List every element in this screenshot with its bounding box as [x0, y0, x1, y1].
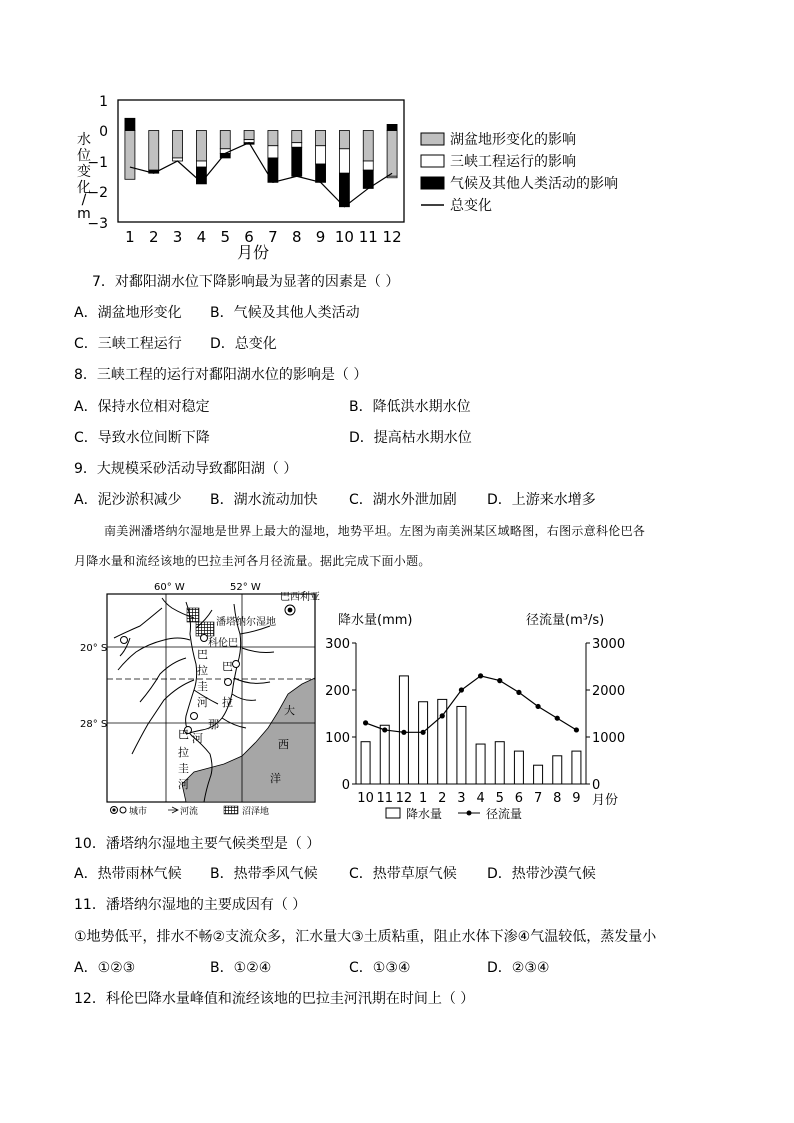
question-8: 8．三峡工程的运行对鄱阳湖水位的影响是（ ） [74, 367, 368, 383]
c1-bar-5-series-1 [220, 149, 230, 154]
c2-runoff-point-5 [497, 678, 502, 683]
lon-label-60w: 60° W [154, 582, 185, 593]
passage-line-1: 南美洲潘塔纳尔湿地是世界上最大的湿地，地势平坦。左图为南美洲某区域略图，右图示意科伦巴各 [104, 524, 646, 538]
c1-ytick-m3: −3 [87, 216, 108, 232]
c1-ylabel-3: 变 [77, 164, 91, 180]
c2-right-label: 径流量(m³/s) [526, 613, 605, 628]
q7-option-d[interactable]: D．总变化 [210, 336, 277, 352]
c1-bar-10-series-2 [339, 173, 349, 207]
river2-c4: 河 [192, 732, 203, 745]
q8-option-b[interactable]: B．降低洪水期水位 [349, 399, 471, 415]
c2-runoff-point-3 [459, 687, 464, 692]
c1-bar-8-series-0 [292, 131, 302, 143]
c1-bar-10-series-0 [339, 131, 349, 149]
q8-option-a[interactable]: A．保持水位相对稳定 [74, 399, 210, 415]
q11-option-b[interactable]: B．①②④ [210, 960, 272, 976]
question-11: 11．潘塔纳尔湿地的主要成因有（ ） [74, 897, 307, 913]
c1-bar-4-series-2 [196, 167, 206, 184]
c2-rtick-0: 0 [592, 778, 601, 793]
q7-option-a[interactable]: A．湖盆地形变化 [74, 305, 182, 321]
city-east-2 [225, 679, 232, 686]
label-corumba: 科伦巴 [208, 638, 238, 649]
question-9: 9．大规模采砂活动导致鄱阳湖（ ） [74, 461, 298, 477]
c2-precip-bar-1 [419, 702, 428, 784]
city-south-1 [191, 713, 198, 720]
c1-ytick-m1: −1 [87, 155, 108, 171]
label-pantanal: 潘塔纳尔湿地 [216, 617, 276, 628]
c1-xtick-5: 5 [220, 228, 231, 246]
river1-c2: 拉 [197, 664, 208, 677]
c2-ltick-300: 300 [325, 637, 350, 652]
c1-bar-12-series-1 [387, 176, 397, 178]
corumba-city [201, 635, 208, 642]
c2-rtick-1000: 1000 [592, 731, 626, 746]
c2-runoff-point-1 [420, 730, 425, 735]
q10-option-d[interactable]: D．热带沙漠气候 [487, 866, 596, 882]
c1-bar-8-series-2 [292, 147, 302, 176]
c2-ltick-100: 100 [325, 731, 350, 746]
c1-xtick-7: 7 [268, 228, 278, 246]
c1-xtick-6: 6 [244, 228, 254, 246]
c2-runoff-line [363, 673, 579, 735]
lake-level-chart [70, 92, 670, 262]
c2-runoff-point-7 [535, 704, 540, 709]
river3-c2: 拉 [178, 746, 189, 759]
c2-xtick-12: 12 [395, 791, 413, 806]
c1-bar-7-series-1 [268, 146, 278, 158]
c2-precip-bar-5 [495, 742, 504, 784]
c1-xtick-12: 12 [382, 228, 402, 246]
c1-bar-10-series-1 [339, 149, 349, 173]
c2-precip-bar-10 [361, 742, 370, 784]
c1-bar-4-series-0 [196, 131, 206, 162]
c1-bar-4-series-1 [196, 161, 206, 167]
c2-xtick-11: 11 [376, 791, 394, 806]
ocean-c3: 洋 [270, 772, 281, 785]
legend-terrain: 湖盆地形变化的影响 [450, 132, 576, 148]
c2-xtick-5: 5 [495, 791, 504, 806]
c1-bar-7-series-0 [268, 131, 278, 146]
c2-xtick-10: 10 [357, 791, 374, 806]
c2-xtick-4: 4 [476, 791, 485, 806]
river1-c3: 圭 [197, 680, 208, 693]
c2-xtick-8: 8 [553, 791, 562, 806]
c1-bar-8-series-1 [292, 143, 302, 148]
q11-statements: ①地势低平，排水不畅②支流众多，汇水量大③土质粘重，阻止水体下渗④气温较低，蒸发量小 [74, 929, 657, 945]
c1-ytick-0: 0 [99, 124, 108, 140]
c2-precip-bar-7 [534, 765, 543, 784]
question-10: 10．潘塔纳尔湿地主要气候类型是（ ） [74, 836, 321, 852]
c1-bar-12-series-0 [387, 131, 397, 177]
city-east-1 [233, 661, 240, 668]
river2-c3: 那 [208, 718, 219, 731]
c2-precip-bar-6 [514, 751, 523, 784]
c2-precip-bar-9 [572, 751, 581, 784]
q9-option-c[interactable]: C．湖水外泄加剧 [349, 492, 457, 508]
south-america-map [74, 578, 324, 818]
c2-precip-bar-3 [457, 706, 466, 784]
map-legend [111, 805, 270, 817]
c2-legend [386, 806, 522, 821]
q7-option-b[interactable]: B．气候及其他人类活动 [210, 305, 360, 321]
c2-bars [361, 676, 581, 784]
lat-label-28s: 28° S [80, 719, 108, 730]
c1-bar-2-series-0 [149, 131, 159, 171]
c1-ylabel-2: 位 [77, 148, 91, 164]
q8-option-d[interactable]: D．提高枯水期水位 [349, 430, 472, 446]
c1-bar-7-series-2 [268, 158, 278, 182]
c1-xtick-11: 11 [358, 228, 378, 246]
c2-runoff-point-9 [574, 727, 579, 732]
q9-option-a[interactable]: A．泥沙淤积减少 [74, 492, 182, 508]
question-12: 12．科伦巴降水量峰值和流经该地的巴拉圭河汛期在时间上（ ） [74, 991, 475, 1007]
legend-swatch-climate [421, 177, 444, 189]
c1-xtick-1: 1 [125, 228, 135, 246]
c2-runoff-polyline [366, 676, 577, 732]
c1-xtick-2: 2 [148, 228, 159, 246]
c1-xtick-3: 3 [172, 228, 183, 246]
c2-xtick-2: 2 [438, 791, 447, 806]
c1-bar-9-series-2 [316, 164, 326, 182]
c1-bar-9-series-0 [316, 131, 326, 146]
q9-option-b[interactable]: B．湖水流动加快 [210, 492, 318, 508]
c2-runoff-point-4 [478, 673, 483, 678]
c1-ylabel-4: 化 [77, 180, 91, 196]
q11-option-a[interactable]: A．①②③ [74, 960, 136, 976]
c2-runoff-point-8 [555, 716, 560, 721]
city-west [121, 637, 128, 644]
c1-bar-11-series-1 [363, 161, 373, 170]
river3-c1: 巴 [178, 728, 189, 741]
ocean-c2: 西 [278, 738, 289, 751]
c2-precip-bar-11 [380, 725, 389, 784]
c1-bar-11-series-0 [363, 131, 373, 162]
q10-option-b[interactable]: B．热带季风气候 [210, 866, 318, 882]
c1-ytick-1: 1 [99, 94, 108, 110]
lat-label-20s: 20° S [80, 643, 108, 654]
c1-bar-1-series-2 [125, 118, 135, 130]
c1-xlabel: 月份 [236, 243, 270, 262]
q11-option-c[interactable]: C．①③④ [349, 960, 411, 976]
precip-runoff-chart [325, 600, 630, 822]
legend-city: 城市 [129, 807, 148, 817]
q11-option-d[interactable]: D．②③④ [487, 960, 550, 976]
c2-ltick-200: 200 [325, 684, 350, 699]
c2-xtick-9: 9 [572, 791, 581, 806]
c1-ylabel-5: / [81, 192, 87, 208]
river3-c3: 圭 [178, 762, 189, 775]
c2-runoff-point-10 [363, 720, 368, 725]
river2-c2: 拉 [222, 696, 233, 709]
c2-rtick-2000: 2000 [592, 684, 626, 699]
c2-runoff-point-11 [382, 727, 387, 732]
q8-option-c[interactable]: C．导致水位间断下降 [74, 430, 210, 446]
c2-xtick-6: 6 [514, 791, 524, 806]
c1-total-line [130, 143, 392, 207]
chart1-frame [118, 100, 404, 222]
legend-climate: 气候及其他人类活动的影响 [450, 176, 618, 192]
chart1-bars [125, 118, 397, 206]
legend-total: 总变化 [450, 198, 492, 214]
c2-runoff-point-12 [401, 730, 406, 735]
chart1-legend [421, 131, 618, 214]
c2-runoff-point-2 [440, 713, 445, 718]
river1-c1: 巴 [197, 648, 208, 661]
brasilia-dot [288, 608, 293, 613]
c1-xtick-8: 8 [291, 228, 302, 246]
label-brasilia: 巴西利亚 [280, 592, 320, 603]
c1-bar-6-series-0 [244, 131, 254, 140]
c2-xtick-3: 3 [457, 791, 466, 806]
c1-xtick-4: 4 [196, 228, 207, 246]
c2-legend-precip: 降水量 [406, 807, 443, 821]
q10-option-a[interactable]: A．热带雨林气候 [74, 866, 182, 882]
lon-label-52w: 52° W [230, 582, 261, 593]
c2-x-ticks [357, 791, 580, 806]
c2-legend-runoff: 径流量 [486, 807, 523, 821]
c2-xtick-7: 7 [533, 791, 543, 806]
c1-ylabel-1: 水 [77, 132, 91, 148]
c2-precip-bar-4 [476, 744, 485, 784]
c2-precip-bar-8 [553, 756, 562, 784]
ocean-c1: 大 [284, 704, 295, 717]
q9-option-d[interactable]: D．上游来水增多 [487, 492, 596, 508]
legend-river: 河流 [180, 807, 199, 817]
c1-bar-1-series-0 [125, 131, 135, 180]
c2-xtick-1: 1 [418, 791, 428, 806]
c2-rtick-3000: 3000 [592, 637, 626, 652]
legend-swatch-terrain [421, 133, 444, 145]
c2-left-label: 降水量(mm) [338, 613, 413, 628]
c1-ylabel-6: m [77, 206, 91, 222]
legend-three-gorges: 三峡工程运行的影响 [450, 154, 576, 170]
c1-bar-3-series-0 [173, 131, 183, 158]
c2-ltick-0: 0 [341, 778, 350, 793]
c2-xlabel: 月份 [592, 793, 619, 808]
river3-c4: 河 [178, 778, 189, 791]
passage-line-2: 月降水量和流经该地的巴拉圭河各月径流量。据此完成下面小题。 [74, 554, 431, 568]
c1-bar-12-series-2 [387, 124, 397, 130]
c1-ytick-m2: −2 [87, 185, 108, 201]
c1-xtick-10: 10 [334, 228, 354, 246]
river2-c1: 巴 [222, 660, 233, 673]
q10-option-c[interactable]: C．热带草原气候 [349, 866, 457, 882]
q7-option-c[interactable]: C．三峡工程运行 [74, 336, 182, 352]
c1-bar-5-series-0 [220, 131, 230, 149]
legend-swamp: 沼泽地 [242, 807, 270, 817]
c2-runoff-point-6 [516, 690, 521, 695]
question-7: 7．对鄱阳湖水位下降影响最为显著的因素是（ ） [92, 274, 400, 290]
c1-bar-9-series-1 [316, 146, 326, 164]
river1-c4: 河 [197, 696, 208, 709]
c1-xtick-9: 9 [315, 228, 326, 246]
legend-swatch-three-gorges [421, 155, 444, 167]
